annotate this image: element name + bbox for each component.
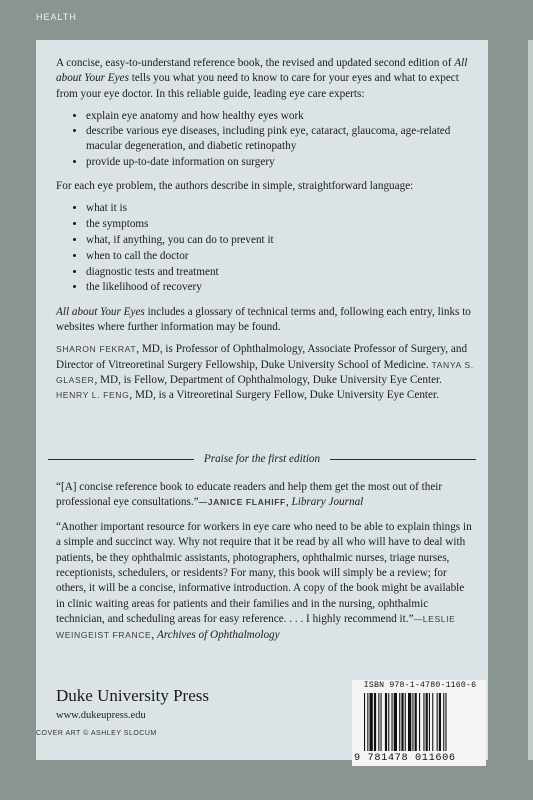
description-block	[56, 56, 474, 410]
isbn-label: ISBN 978-1-4780-1160-6	[363, 681, 477, 690]
publisher-url: www.dukeupress.edu	[56, 710, 146, 721]
quote-source: Archives of Ophthalmology	[156, 628, 280, 641]
list-item: • what it is	[86, 201, 474, 216]
back-cover-panel	[36, 40, 488, 764]
author-name: SHARON FEKRAT	[56, 344, 137, 355]
publisher-name: Duke University Press	[56, 686, 209, 705]
adjacent-panel-edge	[528, 40, 533, 760]
book-title: All about Your Eyes	[56, 305, 145, 318]
list-item: • what, if anything, you can do to prevent it	[86, 233, 474, 248]
author-bio: , MD, is Professor of Ophthalmology, Associate Professor of Surgery, and Director of Vitreoretinal Surgery Fellowship, Duke University School of Medicine.	[56, 343, 468, 371]
list-item: • describe various eye diseases, including pink eye, cataract, glaucoma, age-related macular degeneration, and diabetic retinopathy	[86, 124, 474, 155]
barcode-bars	[364, 693, 476, 751]
quote-text: “Another important resource for workers in eye care who need to be able to explain things in a simple and succinct way. Why not require that it be read by all who will have to deal with patients, be they ophthalmic assistants, photographers, ophthalmic nurses, triage nurses, receptionists, schedulers, or residents? For many, this book will simply be a review; for others, it will be a concise, informative introduction. A copy of the book might be available in clinic waiting areas for patients and their families and in the nursing, ophthalmic technician, and scheduling areas for easy reference. . . . I highly recommend it.”	[56, 520, 472, 626]
glossary-text: includes a glossary of technical terms and, following each entry, links to websites where further information may be found.	[56, 305, 471, 333]
author-bios	[56, 342, 474, 403]
quote-author: —JANICE FLAHIFF	[198, 497, 286, 508]
author-bio: , MD, is a Vitreoretinal Surgery Fellow, Duke University Eye Center.	[129, 389, 439, 402]
quote-source: Library Journal	[291, 496, 364, 509]
isbn-barcode	[352, 680, 486, 766]
book-title: All about Your Eyes	[56, 57, 468, 85]
glossary-paragraph	[56, 305, 474, 336]
author-bio: , MD, is Fellow, Department of Ophthalmology, Duke University Eye Center.	[94, 373, 442, 386]
quote-author: —LESLIE WEINGEIST FRANCE	[56, 614, 456, 640]
praise-quotes	[56, 480, 474, 652]
features-list	[56, 109, 474, 170]
list-item: • diagnostic tests and treatment	[86, 265, 474, 280]
list-item: • the likelihood of recovery	[86, 280, 474, 295]
praise-divider	[48, 453, 476, 465]
intro-text: A concise, easy-to-understand reference book, the revised and updated second edition of	[56, 57, 455, 69]
list-item: • provide up-to-date information on surgery	[86, 155, 474, 170]
intro-paragraph	[56, 56, 474, 102]
problem-aspects-list	[56, 201, 474, 295]
quote: “Another important resource for workers in eye care who need to be able to explain things in a simple and succinct way. Why not require that it be read by all who will have to deal with patients, be they ophthalmic assistants, photographers, ophthalmic nurses, triage nurses, receptionists, schedulers, or residents? For many, this book will simply be a review; for others, it will be a concise, informative introduction. A copy of the book might be available in clinic waiting areas for patients and their families and in the nursing, ophthalmic technician, and scheduling areas for easy reference. . . . I highly recommend it.”—LESLIE WEINGEIST FRANCE, Archives of Ophthalmology	[56, 520, 472, 641]
list-item: • when to call the doctor	[86, 249, 474, 264]
author-name: HENRY L. FENG	[56, 390, 130, 401]
isbn-digits: 9 781478 011606	[354, 752, 456, 764]
quote-text: “[A] concise reference book to educate readers and help them get the most out of their professional eye consultations.”	[56, 481, 443, 509]
divider-line-left	[48, 459, 194, 460]
list-item: • the symptoms	[86, 217, 474, 232]
intro-text-end: tells you what you need to know to care for your eyes and what to expect from your eye doctor. In this reliable guide, leading eye care experts:	[56, 72, 459, 100]
category-label: HEALTH	[36, 12, 77, 22]
cover-credit: COVER ART © ASHLEY SLOCUM	[36, 730, 157, 737]
problem-paragraph: For each eye problem, the authors describe in simple, straightforward language:	[56, 180, 414, 193]
list-item: • explain eye anatomy and how healthy eyes work	[86, 109, 474, 124]
quote: “[A] concise reference book to educate readers and help them get the most out of their professional eye consultations.”—JANICE FLAHIFF, Library Journal	[56, 481, 443, 509]
praise-heading: Praise for the first edition	[203, 453, 321, 465]
divider-line-right	[330, 459, 476, 460]
author-name: TANYA S. GLASER	[56, 359, 474, 385]
